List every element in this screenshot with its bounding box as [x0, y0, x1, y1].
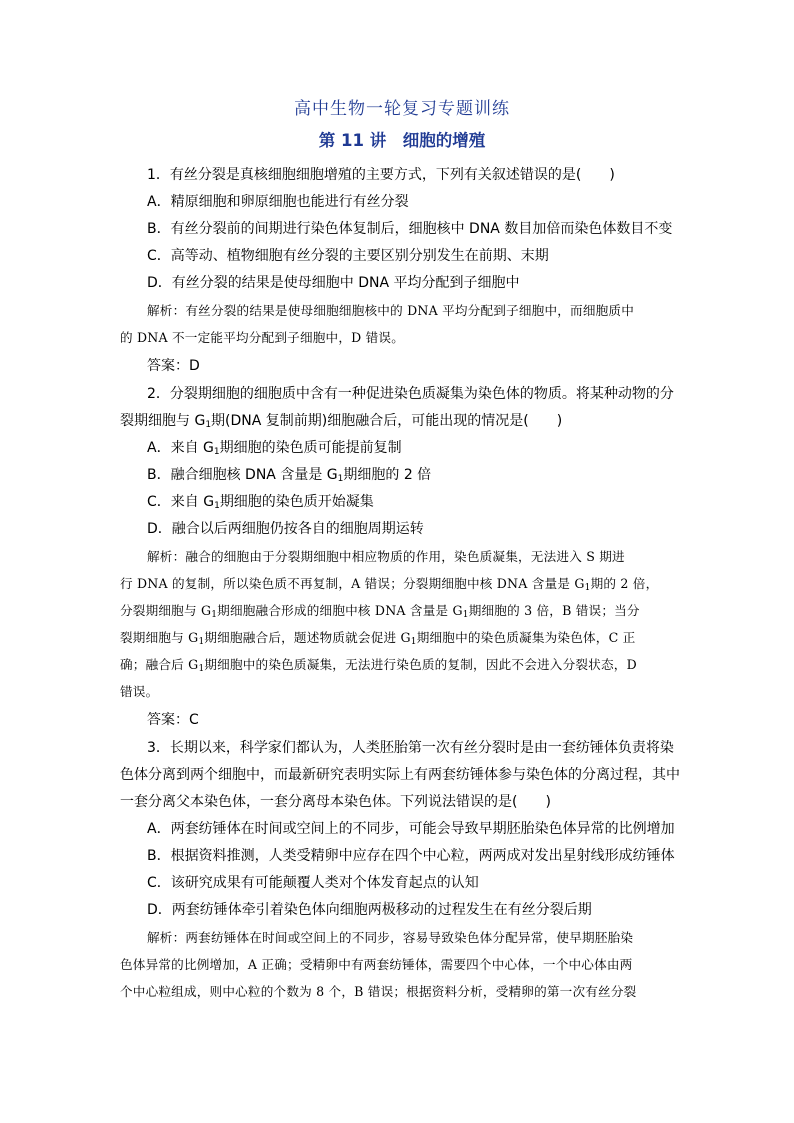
explanation-line: 解析：两套纺锤体在时间或空间上的不同步，容易导致染色体分配异常，使早期胚胎染	[147, 930, 634, 945]
question-stem-line: 3．长期以来，科学家们都认为，人类胚胎第一次有丝分裂时是由一套纺锤体负责将染	[147, 740, 674, 756]
question-stem-line: 2．分裂期细胞的细胞质中含有一种促进染色质凝集为染色体的物质。将某种动物的分	[147, 386, 674, 402]
answer-option: B．融合细胞核 DNA 含量是 $G_1$期细胞的 2 倍	[147, 467, 432, 484]
explanation-line: 行 DNA 的复制，所以染色质不再复制，A 错误；分裂期细胞中核 DNA 含量是 $G_1$期的 2 倍，	[120, 576, 659, 593]
explanation-line: 色体异常的比例增加，A 正确；受精卵中有两套纺锤体，需要四个中心体，一个中心体由两	[120, 957, 633, 972]
answer-option: A．精原细胞和卵原细胞也能进行有丝分裂	[147, 194, 409, 210]
answer-option: D．融合以后两细胞仍按各自的细胞周期运转	[147, 521, 424, 537]
question-block	[120, 162, 684, 381]
answer-option: B．根据资料推测，人类受精卵中应存在四个中心粒，两两成对发出星射线形成纺锤体	[147, 848, 675, 864]
explanation-line: 个中心粒组成，则中心粒的个数为 8 个，B 错误；根据资料分析，受精卵的第一次有丝分裂	[120, 984, 637, 999]
question-stem-line: 1．有丝分裂是真核细胞细胞增殖的主要方式，下列有关叙述错误的是( )	[147, 167, 615, 183]
answer-key: 答案：D	[147, 358, 200, 374]
explanation-line: 解析：融合的细胞由于分裂期细胞中相应物质的作用，染色质凝集，无法进入 S 期进	[147, 549, 625, 564]
document-title: 高中生物一轮复习专题训练	[294, 99, 510, 119]
answer-option: C．高等动、植物细胞有丝分裂的主要区别分别发生在前期、末期	[147, 248, 549, 264]
lesson-subtitle: 第 11 讲 细胞的增殖	[318, 131, 486, 150]
explanation-line: 错误。	[120, 684, 159, 699]
answer-option: B．有丝分裂前的间期进行染色体复制后，细胞核中 DNA 数目加倍而染色体数目不变	[147, 221, 673, 237]
explanation-line: 分裂期细胞与 $G_1$期细胞融合形成的细胞中核 DNA 含量是 $G_1$期细胞的 3 倍，B 错误；当分	[120, 603, 640, 620]
answer-option: A．两套纺锤体在时间或空间上的不同步，可能会导致早期胚胎染色体异常的比例增加	[147, 821, 675, 837]
answer-option: D．有丝分裂的结果是使母细胞中 DNA 平均分配到子细胞中	[147, 275, 520, 291]
answer-option: A．来自 $G_1$期细胞的染色质可能提前复制	[147, 440, 402, 457]
explanation-line: 解析：有丝分裂的结果是使母细胞细胞核中的 DNA 平均分配到子细胞中，而细胞质中	[147, 303, 634, 318]
question-stem-line: 一套分离父本染色体，一套分离母本染色体。下列说法错误的是( )	[120, 794, 551, 810]
explanation-line: 确；融合后 $G_1$期细胞中的染色质凝集，无法进行染色质的复制，因此不会进入分裂状态，D	[120, 657, 637, 674]
question-block	[120, 381, 684, 735]
explanation-line: 裂期细胞与 $G_1$期细胞融合后，题述物质就会促进 $G_1$期细胞中的染色质凝集为染色体，C 正	[120, 630, 636, 647]
question-block	[120, 735, 684, 1005]
question-stem-line: 色体分离到两个细胞中，而最新研究表明实际上有两套纺锤体参与染色体的分离过程，其中	[120, 767, 680, 783]
answer-option: D．两套纺锤体牵引着染色体向细胞两极移动的过程发生在有丝分裂后期	[147, 902, 592, 918]
explanation-line: 的 DNA 不一定能平均分配到子细胞中，D 错误。	[120, 330, 405, 345]
answer-option: C．来自 $G_1$期细胞的染色质开始凝集	[147, 494, 374, 511]
answer-key: 答案：C	[147, 712, 199, 728]
question-stem-line: 裂期细胞与 $G_1$期(DNA 复制前期)细胞融合后，可能出现的情况是( )	[120, 413, 563, 430]
answer-option: C．该研究成果有可能颠覆人类对个体发育起点的认知	[147, 875, 479, 891]
question-list	[120, 162, 684, 1005]
